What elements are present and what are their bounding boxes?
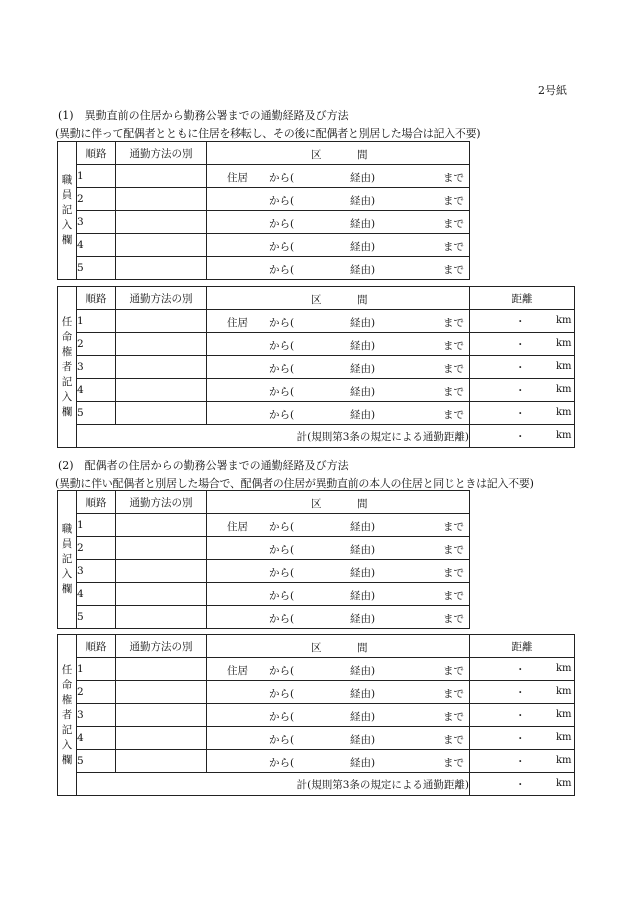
header-distance: 距離 xyxy=(470,635,575,658)
order-number: 2 xyxy=(77,537,116,560)
order-number: 3 xyxy=(77,704,116,727)
route-field[interactable]: から( 経由) まで xyxy=(207,560,470,583)
method-field[interactable] xyxy=(116,356,207,379)
order-number: 4 xyxy=(77,727,116,750)
method-field[interactable] xyxy=(116,560,207,583)
table-header-row xyxy=(58,142,470,165)
table-row xyxy=(58,658,575,681)
distance-field[interactable]: ・ km xyxy=(470,681,575,704)
header-order: 順路 xyxy=(77,142,116,165)
table-header-row xyxy=(58,491,470,514)
order-number: 1 xyxy=(77,658,116,681)
order-number: 2 xyxy=(77,188,116,211)
section2-employee-table xyxy=(57,490,470,629)
distance-field[interactable]: ・ km xyxy=(470,750,575,773)
route-field[interactable]: から( 経由) まで xyxy=(207,583,470,606)
total-row xyxy=(58,425,575,448)
order-number: 1 xyxy=(77,514,116,537)
total-distance-label: 計(規則第3条の規定による通勤距離) xyxy=(77,425,470,448)
distance-field[interactable]: ・ km xyxy=(470,310,575,333)
table-row xyxy=(58,704,575,727)
total-distance-label: 計(規則第3条の規定による通勤距離) xyxy=(77,773,470,796)
table-row xyxy=(58,257,470,280)
section1-employee-table xyxy=(57,141,470,280)
method-field[interactable] xyxy=(116,402,207,425)
order-number: 2 xyxy=(77,333,116,356)
order-number: 5 xyxy=(77,402,116,425)
section2-appointer-table xyxy=(57,634,575,796)
route-field[interactable]: から( 経由) まで xyxy=(207,211,470,234)
table-row xyxy=(58,356,575,379)
distance-field[interactable]: ・ km xyxy=(470,379,575,402)
distance-field[interactable]: ・ km xyxy=(470,658,575,681)
method-field[interactable] xyxy=(116,333,207,356)
appointer-entry-side-label: 任 命 権 者 記 入 欄 xyxy=(58,287,77,448)
route-field[interactable]: から( 経由) まで xyxy=(207,356,470,379)
section2-title: (2) 配偶者の住居からの勤務公署までの通勤経路及び方法 xyxy=(58,459,349,472)
method-field[interactable] xyxy=(116,310,207,333)
section1-note: (異動に伴って配偶者とともに住居を移転し、その後に配偶者と別居した場合は記入不要) xyxy=(55,127,481,140)
table-row xyxy=(58,583,470,606)
order-number: 5 xyxy=(77,750,116,773)
distance-field[interactable]: ・ km xyxy=(470,333,575,356)
section1-appointer-table xyxy=(57,286,575,448)
header-section: 区 間 xyxy=(207,287,470,310)
route-field[interactable]: から( 経由) まで xyxy=(207,234,470,257)
route-field[interactable]: から( 経由) まで xyxy=(207,727,470,750)
method-field[interactable] xyxy=(116,681,207,704)
header-section: 区 間 xyxy=(207,635,470,658)
order-number: 4 xyxy=(77,583,116,606)
table-header-row xyxy=(58,635,575,658)
route-field[interactable]: 住居 から( 経由) まで xyxy=(207,165,470,188)
order-number: 4 xyxy=(77,234,116,257)
table-row xyxy=(58,750,575,773)
table-row xyxy=(58,537,470,560)
header-order: 順路 xyxy=(77,491,116,514)
order-number: 1 xyxy=(77,165,116,188)
header-method: 通勤方法の別 xyxy=(116,287,207,310)
table-row xyxy=(58,402,575,425)
distance-field[interactable]: ・ km xyxy=(470,727,575,750)
section1-title: (1) 異動直前の住居から勤務公署までの通勤経路及び方法 xyxy=(58,109,349,122)
header-section: 区 間 xyxy=(207,491,470,514)
method-field[interactable] xyxy=(116,165,207,188)
header-method: 通勤方法の別 xyxy=(116,635,207,658)
route-field[interactable]: 住居 から( 経由) まで xyxy=(207,658,470,681)
table-row xyxy=(58,234,470,257)
order-number: 5 xyxy=(77,606,116,629)
route-field[interactable]: から( 経由) まで xyxy=(207,681,470,704)
appointer-entry-side-label: 任 命 権 者 記 入 欄 xyxy=(58,635,77,796)
table-row xyxy=(58,606,470,629)
total-distance-field[interactable]: ・ km xyxy=(470,773,575,796)
table-row xyxy=(58,727,575,750)
method-field[interactable] xyxy=(116,379,207,402)
route-field[interactable]: から( 経由) まで xyxy=(207,188,470,211)
method-field[interactable] xyxy=(116,257,207,280)
route-field[interactable]: 住居 から( 経由) まで xyxy=(207,310,470,333)
order-number: 3 xyxy=(77,211,116,234)
method-field[interactable] xyxy=(116,606,207,629)
table-row xyxy=(58,379,575,402)
header-method: 通勤方法の別 xyxy=(116,491,207,514)
method-field[interactable] xyxy=(116,704,207,727)
form-number-label: 2号紙 xyxy=(538,84,567,97)
route-field[interactable]: から( 経由) まで xyxy=(207,704,470,727)
route-field[interactable]: から( 経由) まで xyxy=(207,333,470,356)
table-row xyxy=(58,310,575,333)
method-field[interactable] xyxy=(116,537,207,560)
employee-entry-side-label: 職 員 記 入 欄 xyxy=(58,491,77,629)
order-number: 5 xyxy=(77,257,116,280)
distance-field[interactable]: ・ km xyxy=(470,356,575,379)
method-field[interactable] xyxy=(116,583,207,606)
method-field[interactable] xyxy=(116,514,207,537)
distance-field[interactable]: ・ km xyxy=(470,402,575,425)
table-row xyxy=(58,165,470,188)
header-order: 順路 xyxy=(77,635,116,658)
order-number: 4 xyxy=(77,379,116,402)
header-method: 通勤方法の別 xyxy=(116,142,207,165)
header-section: 区 間 xyxy=(207,142,470,165)
total-distance-field[interactable]: ・ km xyxy=(470,425,575,448)
route-field[interactable]: から( 経由) まで xyxy=(207,257,470,280)
method-field[interactable] xyxy=(116,658,207,681)
table-row xyxy=(58,211,470,234)
route-field[interactable]: から( 経由) まで xyxy=(207,379,470,402)
route-field[interactable]: から( 経由) まで xyxy=(207,606,470,629)
section2-note: (異動に伴い配偶者と別居した場合で、配偶者の住居が異動直前の本人の住居と同じときは記入不要) xyxy=(55,477,534,490)
table-row xyxy=(58,681,575,704)
header-order: 順路 xyxy=(77,287,116,310)
route-field[interactable]: から( 経由) まで xyxy=(207,537,470,560)
method-field[interactable] xyxy=(116,727,207,750)
table-row xyxy=(58,188,470,211)
table-row xyxy=(58,333,575,356)
route-field[interactable]: から( 経由) まで xyxy=(207,402,470,425)
method-field[interactable] xyxy=(116,750,207,773)
order-number: 1 xyxy=(77,310,116,333)
distance-field[interactable]: ・ km xyxy=(470,704,575,727)
method-field[interactable] xyxy=(116,234,207,257)
method-field[interactable] xyxy=(116,211,207,234)
employee-entry-side-label: 職 員 記 入 欄 xyxy=(58,142,77,280)
table-header-row xyxy=(58,287,575,310)
order-number: 2 xyxy=(77,681,116,704)
route-field[interactable]: 住居 から( 経由) まで xyxy=(207,514,470,537)
route-field[interactable]: から( 経由) まで xyxy=(207,750,470,773)
table-row xyxy=(58,560,470,583)
table-row xyxy=(58,514,470,537)
header-distance: 距離 xyxy=(470,287,575,310)
order-number: 3 xyxy=(77,356,116,379)
total-row xyxy=(58,773,575,796)
method-field[interactable] xyxy=(116,188,207,211)
order-number: 3 xyxy=(77,560,116,583)
